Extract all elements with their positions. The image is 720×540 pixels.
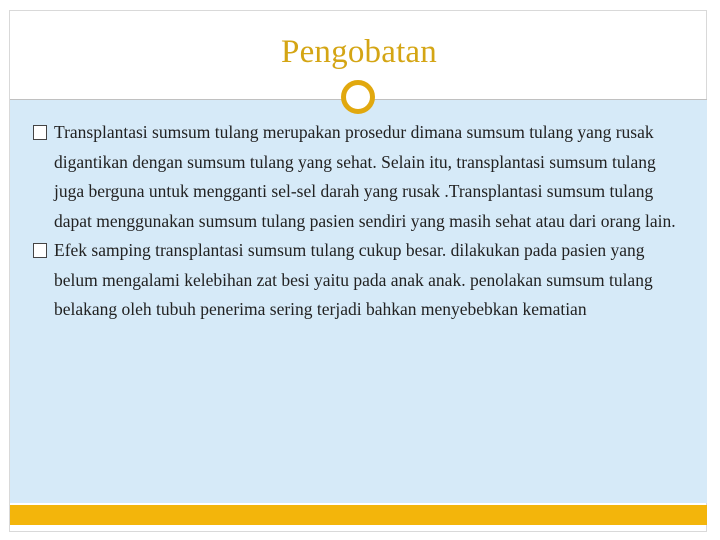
- bullet-text: Efek samping transplantasi sumsum tulang cukup besar. dilakukan pada pasien yang belum mengalami kelebihan zat besi yaitu pada anak anak. penolakan sumsum tulang belakang oleh tubuh penerima sering terjadi bahkan menyebebkan kematian: [54, 240, 653, 319]
- bottom-accent-bar: [10, 505, 707, 525]
- bullet-item: [33, 118, 683, 236]
- bullet-box-icon: [33, 243, 47, 258]
- circle-ornament-icon: [341, 80, 375, 114]
- bullet-text: Transplantasi sumsum tulang merupakan prosedur dimana sumsum tulang yang rusak digantikan dengan sumsum tulang yang sehat. Selain itu, transplantasi sumsum tulang juga berguna untuk mengganti sel-sel darah yang rusak .Transplantasi sumsum tulang dapat menggunakan sumsum tulang pasien sendiri yang masih sehat atau dari orang lain.: [54, 122, 676, 231]
- bullet-item: [33, 236, 683, 325]
- bullet-box-icon: [33, 125, 47, 140]
- slide-title: Pengobatan: [281, 34, 437, 70]
- bullet-list: [33, 118, 683, 325]
